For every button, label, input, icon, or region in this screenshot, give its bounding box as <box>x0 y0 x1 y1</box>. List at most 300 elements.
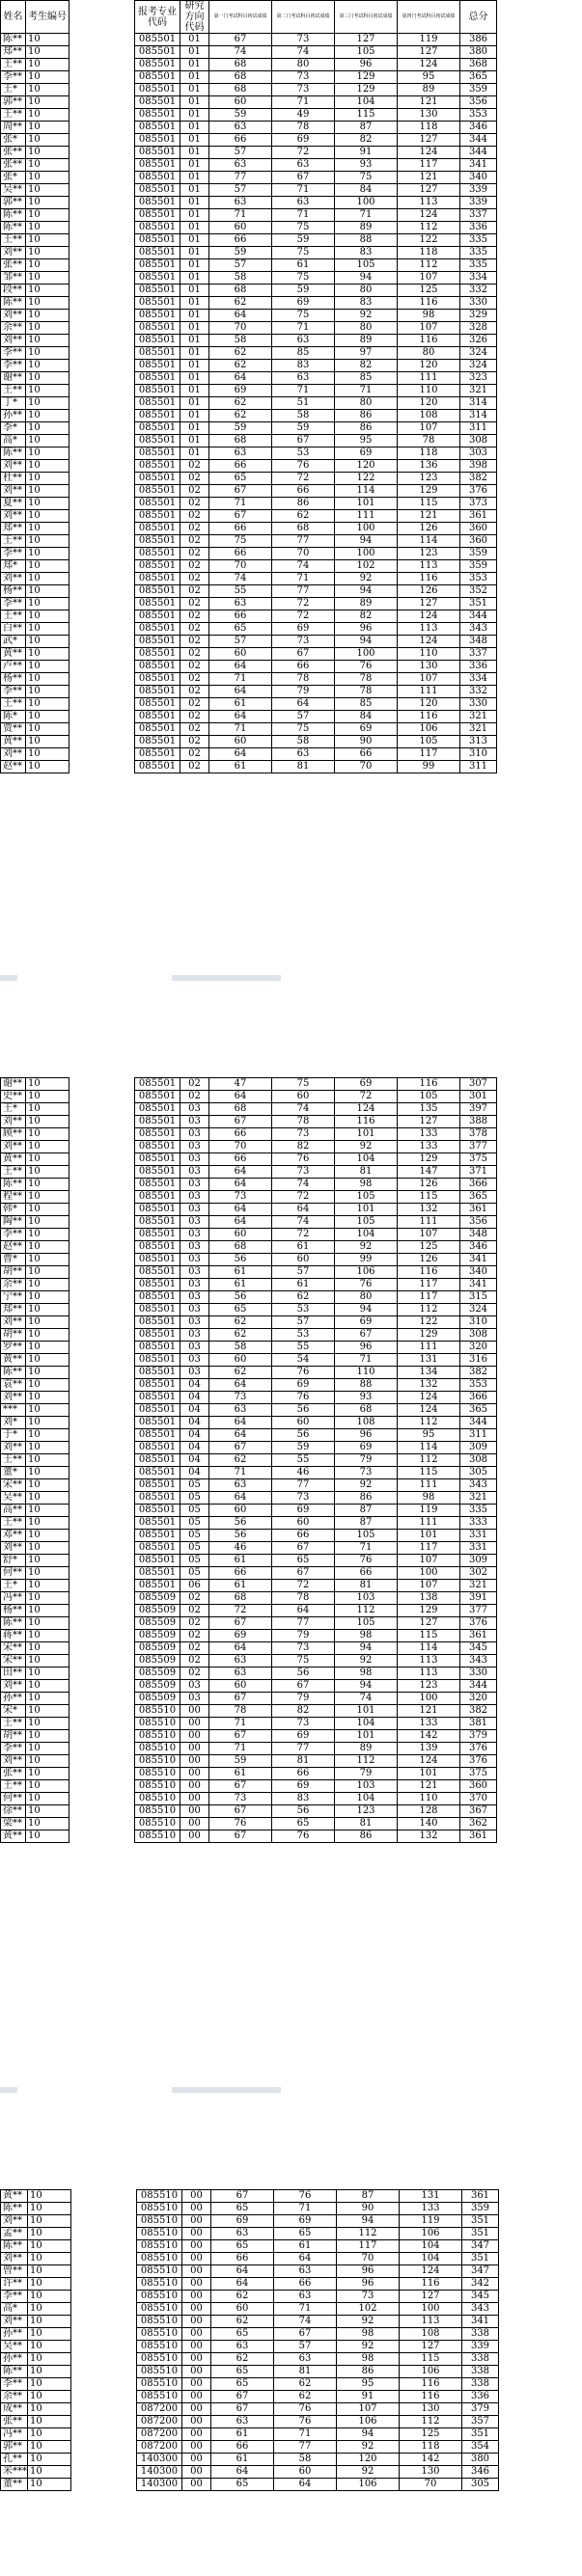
subject-2-score: 78 <box>272 1116 335 1128</box>
total-score: 376 <box>460 1743 497 1755</box>
major-code: 085510 <box>137 2391 182 2403</box>
subject-2-score: 67 <box>272 648 335 661</box>
subject-3-score: 66 <box>335 748 398 761</box>
direction-code: 03 <box>180 1279 209 1291</box>
column-gap <box>71 2228 137 2240</box>
table-row <box>1 1705 497 1718</box>
subject-1-score: 71 <box>209 723 272 736</box>
subject-2-score: 60 <box>272 1091 335 1103</box>
subject-4-score: 70 <box>400 2479 462 2491</box>
column-gap <box>69 147 135 159</box>
column-gap <box>69 184 135 197</box>
page-one <box>0 0 582 773</box>
total-score: 336 <box>460 222 497 234</box>
subject-3-score: 104 <box>335 1793 398 1805</box>
subject-1-score: 64 <box>211 2265 274 2278</box>
column-gap <box>69 598 135 610</box>
candidate-name: 郑** <box>1 46 26 59</box>
candidate-name: 王* <box>1 1580 26 1592</box>
subject-2-score: 76 <box>274 2403 337 2416</box>
candidate-name: 周** <box>1 122 26 134</box>
candidate-id: 10 <box>26 535 69 548</box>
candidate-id: 10 <box>28 2479 71 2491</box>
header-name: 姓名 <box>1 1 26 34</box>
subject-2-score: 76 <box>272 1153 335 1166</box>
major-code: 085510 <box>137 2228 182 2240</box>
direction-code: 05 <box>180 1555 209 1567</box>
subject-3-score: 102 <box>335 560 398 573</box>
total-score: 336 <box>462 2391 499 2403</box>
direction-code: 00 <box>182 2253 211 2265</box>
direction-code: 01 <box>180 159 209 172</box>
table-row <box>1 435 497 447</box>
total-score: 353 <box>460 573 497 585</box>
candidate-name: 夏** <box>1 498 26 510</box>
column-gap <box>69 523 135 535</box>
total-score: 365 <box>460 1191 497 1204</box>
direction-code: 03 <box>180 1254 209 1266</box>
subject-1-score: 64 <box>209 1429 272 1442</box>
subject-1-score: 65 <box>211 2479 274 2491</box>
subject-4-score: 127 <box>398 1617 460 1630</box>
table-row <box>1 2328 499 2341</box>
candidate-name: 陈** <box>1 222 26 234</box>
direction-code: 01 <box>180 335 209 347</box>
subject-3-score: 70 <box>337 2253 400 2265</box>
column-gap <box>71 2353 137 2366</box>
subject-2-score: 67 <box>272 172 335 184</box>
subject-3-score: 103 <box>335 1592 398 1605</box>
table-row <box>1 473 497 485</box>
subject-3-score: 95 <box>337 2378 400 2391</box>
subject-1-score: 78 <box>209 1705 272 1718</box>
candidate-name: 宋* <box>1 1705 26 1718</box>
subject-2-score: 75 <box>272 222 335 234</box>
subject-1-score: 65 <box>211 2240 274 2253</box>
candidate-id: 10 <box>26 34 69 46</box>
table-row <box>1 1103 497 1116</box>
table-row <box>1 159 497 172</box>
subject-1-score: 62 <box>211 2316 274 2328</box>
candidate-id: 10 <box>26 1141 69 1153</box>
subject-4-score: 134 <box>398 1367 460 1379</box>
total-score: 382 <box>460 1367 497 1379</box>
candidate-name: 史** <box>1 1091 26 1103</box>
candidate-name: 李** <box>1 1743 26 1755</box>
column-gap <box>71 2291 137 2303</box>
column-gap <box>71 2215 137 2228</box>
candidate-id: 10 <box>26 1166 69 1179</box>
subject-2-score: 69 <box>272 1505 335 1517</box>
subject-2-score: 55 <box>272 1454 335 1467</box>
subject-2-score: 77 <box>272 535 335 548</box>
major-code: 085501 <box>135 209 180 222</box>
subject-3-score: 103 <box>335 1780 398 1793</box>
major-code: 085501 <box>135 1479 180 1492</box>
subject-2-score: 69 <box>272 1379 335 1392</box>
candidate-name: 邓** <box>1 1530 26 1542</box>
subject-4-score: 107 <box>398 1229 460 1241</box>
column-gap <box>69 1392 135 1404</box>
column-gap <box>69 335 135 347</box>
major-code: 085501 <box>135 59 180 71</box>
candidate-name: 宋** <box>1 1642 26 1655</box>
column-gap <box>69 1429 135 1442</box>
candidate-name: 郑** <box>1 1304 26 1316</box>
direction-code: 01 <box>180 272 209 285</box>
candidate-id: 10 <box>26 698 69 711</box>
subject-1-score: 63 <box>211 2228 274 2240</box>
subject-2-score: 71 <box>272 184 335 197</box>
column-gap <box>69 59 135 71</box>
candidate-id: 10 <box>26 372 69 385</box>
column-gap <box>69 1116 135 1128</box>
major-code: 085501 <box>135 598 180 610</box>
subject-4-score: 118 <box>398 122 460 134</box>
subject-2-score: 76 <box>272 1392 335 1404</box>
candidate-id: 10 <box>26 598 69 610</box>
total-score: 311 <box>460 422 497 435</box>
column-gap <box>69 1605 135 1617</box>
subject-4-score: 126 <box>398 585 460 598</box>
candidate-id: 10 <box>26 347 69 360</box>
major-code: 085501 <box>135 234 180 247</box>
candidate-name: 李* <box>1 422 26 435</box>
subject-4-score: 127 <box>398 1116 460 1128</box>
major-code: 085501 <box>135 259 180 272</box>
table-row <box>1 610 497 623</box>
major-code: 085501 <box>135 761 180 773</box>
candidate-name: 杨** <box>1 1605 26 1617</box>
candidate-name: 卢** <box>1 661 26 673</box>
total-score: 361 <box>460 1830 497 1843</box>
subject-3-score: 101 <box>335 1730 398 1743</box>
direction-code: 03 <box>180 1680 209 1693</box>
candidate-name: 杜** <box>1 473 26 485</box>
candidate-name: 王** <box>1 109 26 122</box>
table-row <box>1 1417 497 1429</box>
direction-code: 01 <box>180 347 209 360</box>
table-row <box>1 1266 497 1279</box>
subject-4-score: 116 <box>398 335 460 347</box>
major-code: 085501 <box>135 1417 180 1429</box>
candidate-name: 田** <box>1 1668 26 1680</box>
table-row <box>1 2366 499 2378</box>
major-code: 085510 <box>137 2203 182 2215</box>
total-score: 329 <box>460 310 497 322</box>
candidate-id: 10 <box>26 1429 69 1442</box>
candidate-name: 李** <box>1 360 26 372</box>
subject-3-score: 71 <box>335 385 398 397</box>
subject-2-score: 75 <box>272 723 335 736</box>
subject-3-score: 79 <box>335 1768 398 1780</box>
column-gap <box>71 2441 137 2454</box>
subject-3-score: 100 <box>335 523 398 535</box>
subject-3-score: 71 <box>335 209 398 222</box>
total-score: 338 <box>462 2328 499 2341</box>
subject-2-score: 46 <box>272 1467 335 1479</box>
major-code: 085501 <box>135 84 180 96</box>
header-subject-3: 第三门考试科目初试成绩 <box>335 1 398 34</box>
candidate-name: 陈** <box>1 447 26 460</box>
subject-4-score: 130 <box>398 109 460 122</box>
total-score: 346 <box>460 1241 497 1254</box>
table-row <box>1 1216 497 1229</box>
subject-4-score: 129 <box>398 1605 460 1617</box>
major-code: 085510 <box>135 1730 180 1743</box>
candidate-id: 10 <box>26 335 69 347</box>
major-code: 085501 <box>135 1329 180 1342</box>
total-score: 302 <box>460 1567 497 1580</box>
subject-3-score: 92 <box>335 1655 398 1668</box>
subject-1-score: 77 <box>209 172 272 184</box>
table-row <box>1 1517 497 1530</box>
table-row <box>1 234 497 247</box>
subject-1-score: 47 <box>209 1078 272 1091</box>
table-row <box>1 1818 497 1830</box>
table-row <box>1 523 497 535</box>
candidate-id: 10 <box>26 285 69 297</box>
subject-4-score: 107 <box>398 272 460 285</box>
table-row <box>1 2391 499 2403</box>
major-code: 085510 <box>137 2316 182 2328</box>
subject-4-score: 116 <box>398 297 460 310</box>
header-subject-4: 第四门考试科目初试成绩 <box>398 1 460 34</box>
subject-2-score: 65 <box>274 2228 337 2240</box>
subject-3-score: 101 <box>335 1204 398 1216</box>
subject-1-score: 62 <box>209 347 272 360</box>
subject-3-score: 91 <box>337 2391 400 2403</box>
candidate-name: 刘** <box>1 310 26 322</box>
subject-2-score: 77 <box>274 2441 337 2454</box>
candidate-name: 许** <box>1 2278 28 2291</box>
total-score: 352 <box>460 585 497 598</box>
table-row <box>1 460 497 473</box>
subject-4-score: 117 <box>398 1279 460 1291</box>
total-score: 353 <box>460 1379 497 1392</box>
subject-3-score: 94 <box>335 535 398 548</box>
column-gap <box>71 2428 137 2441</box>
subject-3-score: 78 <box>335 673 398 686</box>
candidate-id: 10 <box>26 736 69 748</box>
subject-4-score: 121 <box>398 96 460 109</box>
table-row <box>1 661 497 673</box>
candidate-name: 王** <box>1 385 26 397</box>
subject-1-score: 56 <box>209 1254 272 1266</box>
major-code: 085501 <box>135 1542 180 1555</box>
candidate-id: 10 <box>26 184 69 197</box>
page-break-marker <box>172 975 281 981</box>
subject-4-score: 135 <box>398 1103 460 1116</box>
column-gap <box>69 1542 135 1555</box>
total-score: 347 <box>462 2240 499 2253</box>
table-row <box>1 134 497 147</box>
candidate-id: 10 <box>28 2403 71 2416</box>
subject-4-score: 139 <box>398 1743 460 1755</box>
table-row <box>1 1718 497 1730</box>
subject-4-score: 95 <box>398 71 460 84</box>
subject-1-score: 67 <box>211 2391 274 2403</box>
table-row <box>1 1241 497 1254</box>
subject-4-score: 125 <box>398 1241 460 1254</box>
direction-code: 02 <box>180 1630 209 1642</box>
candidate-name: 董** <box>1 2479 28 2491</box>
major-code: 085501 <box>135 686 180 698</box>
direction-code: 01 <box>180 197 209 209</box>
column-gap <box>69 285 135 297</box>
major-code: 085501 <box>135 1279 180 1291</box>
direction-code: 02 <box>180 573 209 585</box>
table-row <box>1 2479 499 2491</box>
total-score: 309 <box>460 1555 497 1567</box>
subject-3-score: 104 <box>335 1153 398 1166</box>
major-code: 140300 <box>137 2454 182 2466</box>
column-gap <box>69 723 135 736</box>
subject-1-score: 66 <box>211 2253 274 2265</box>
column-gap <box>69 1705 135 1718</box>
subject-2-score: 72 <box>272 1229 335 1241</box>
candidate-id: 10 <box>26 1755 69 1768</box>
subject-3-score: 89 <box>335 1743 398 1755</box>
subject-3-score: 98 <box>337 2328 400 2341</box>
subject-4-score: 125 <box>400 2428 462 2441</box>
major-code: 085501 <box>135 1467 180 1479</box>
subject-3-score: 114 <box>335 485 398 498</box>
table-row <box>1 1680 497 1693</box>
subject-3-score: 73 <box>337 2291 400 2303</box>
candidate-name: 冯** <box>1 2428 28 2441</box>
major-code: 085501 <box>135 46 180 59</box>
subject-2-score: 56 <box>272 1429 335 1442</box>
subject-3-score: 101 <box>335 1128 398 1141</box>
direction-code: 03 <box>180 1291 209 1304</box>
subject-4-score: 128 <box>398 1805 460 1818</box>
direction-code: 00 <box>182 2441 211 2454</box>
column-gap <box>69 460 135 473</box>
table-row <box>1 560 497 573</box>
subject-3-score: 92 <box>335 1241 398 1254</box>
subject-4-score: 113 <box>398 623 460 636</box>
table-row <box>1 1091 497 1103</box>
subject-1-score: 56 <box>209 1517 272 1530</box>
total-score: 351 <box>462 2215 499 2228</box>
total-score: 379 <box>462 2403 499 2416</box>
subject-1-score: 65 <box>209 473 272 485</box>
major-code: 085501 <box>135 510 180 523</box>
total-score: 336 <box>460 661 497 673</box>
subject-4-score: 117 <box>398 1542 460 1555</box>
total-score: 321 <box>460 1492 497 1505</box>
subject-1-score: 56 <box>209 1530 272 1542</box>
major-code: 085501 <box>135 648 180 661</box>
table-row <box>1 686 497 698</box>
candidate-id: 10 <box>26 46 69 59</box>
direction-code: 00 <box>182 2403 211 2416</box>
column-gap <box>69 1479 135 1492</box>
subject-2-score: 73 <box>272 1642 335 1655</box>
direction-code: 01 <box>180 96 209 109</box>
candidate-name: 黄** <box>1 1830 26 1843</box>
candidate-id: 10 <box>26 84 69 96</box>
table-row <box>1 422 497 435</box>
subject-1-score: 60 <box>209 1229 272 1241</box>
subject-2-score: 79 <box>272 686 335 698</box>
candidate-id: 10 <box>26 1153 69 1166</box>
candidate-id: 10 <box>26 1642 69 1655</box>
total-score: 333 <box>460 1517 497 1530</box>
candidate-name: 张** <box>1 1768 26 1780</box>
column-gap <box>69 1780 135 1793</box>
candidate-name: 胡** <box>1 1329 26 1342</box>
major-code: 085509 <box>135 1655 180 1668</box>
table-row <box>1 535 497 548</box>
subject-4-score: 112 <box>398 222 460 234</box>
subject-4-score: 106 <box>398 723 460 736</box>
subject-4-score: 118 <box>400 2441 462 2454</box>
major-code: 085501 <box>135 1116 180 1128</box>
subject-3-score: 87 <box>335 122 398 134</box>
candidate-id: 10 <box>26 96 69 109</box>
major-code: 085501 <box>135 1392 180 1404</box>
major-code: 085501 <box>135 1153 180 1166</box>
subject-4-score: 121 <box>398 510 460 523</box>
candidate-id: 10 <box>26 1479 69 1492</box>
total-score: 341 <box>460 159 497 172</box>
subject-3-score: 98 <box>335 1179 398 1191</box>
direction-code: 02 <box>180 548 209 560</box>
subject-3-score: 100 <box>335 648 398 661</box>
candidate-id: 10 <box>26 410 69 422</box>
subject-1-score: 70 <box>209 322 272 335</box>
direction-code: 03 <box>180 1204 209 1216</box>
candidate-id: 10 <box>26 259 69 272</box>
page-break-marker <box>0 975 17 981</box>
candidate-id: 10 <box>26 1567 69 1580</box>
major-code: 085501 <box>135 498 180 510</box>
total-score: 348 <box>460 1229 497 1241</box>
column-gap <box>69 698 135 711</box>
subject-3-score: 92 <box>337 2341 400 2353</box>
major-code: 085501 <box>135 1530 180 1542</box>
subject-3-score: 98 <box>337 2353 400 2366</box>
total-score: 314 <box>460 410 497 422</box>
subject-2-score: 71 <box>272 209 335 222</box>
candidate-id: 10 <box>26 1241 69 1254</box>
major-code: 085501 <box>135 122 180 134</box>
subject-2-score: 73 <box>272 1492 335 1505</box>
major-code: 085501 <box>135 1204 180 1216</box>
major-code: 085509 <box>135 1642 180 1655</box>
subject-1-score: 63 <box>209 447 272 460</box>
candidate-name: 曹* <box>1 1254 26 1266</box>
subject-2-score: 74 <box>272 46 335 59</box>
subject-4-score: 124 <box>398 1404 460 1417</box>
column-gap <box>69 1 135 34</box>
major-code: 085501 <box>135 723 180 736</box>
subject-3-score: 106 <box>337 2479 400 2491</box>
candidate-name: 郭** <box>1 197 26 209</box>
total-score: 340 <box>460 172 497 184</box>
subject-3-score: 96 <box>335 1342 398 1354</box>
major-code: 087200 <box>137 2441 182 2454</box>
direction-code: 03 <box>180 1241 209 1254</box>
direction-code: 00 <box>182 2454 211 2466</box>
column-gap <box>69 322 135 335</box>
table-row <box>1 2253 499 2265</box>
candidate-id: 10 <box>26 1454 69 1467</box>
total-score: 335 <box>460 247 497 259</box>
subject-3-score: 92 <box>337 2441 400 2454</box>
